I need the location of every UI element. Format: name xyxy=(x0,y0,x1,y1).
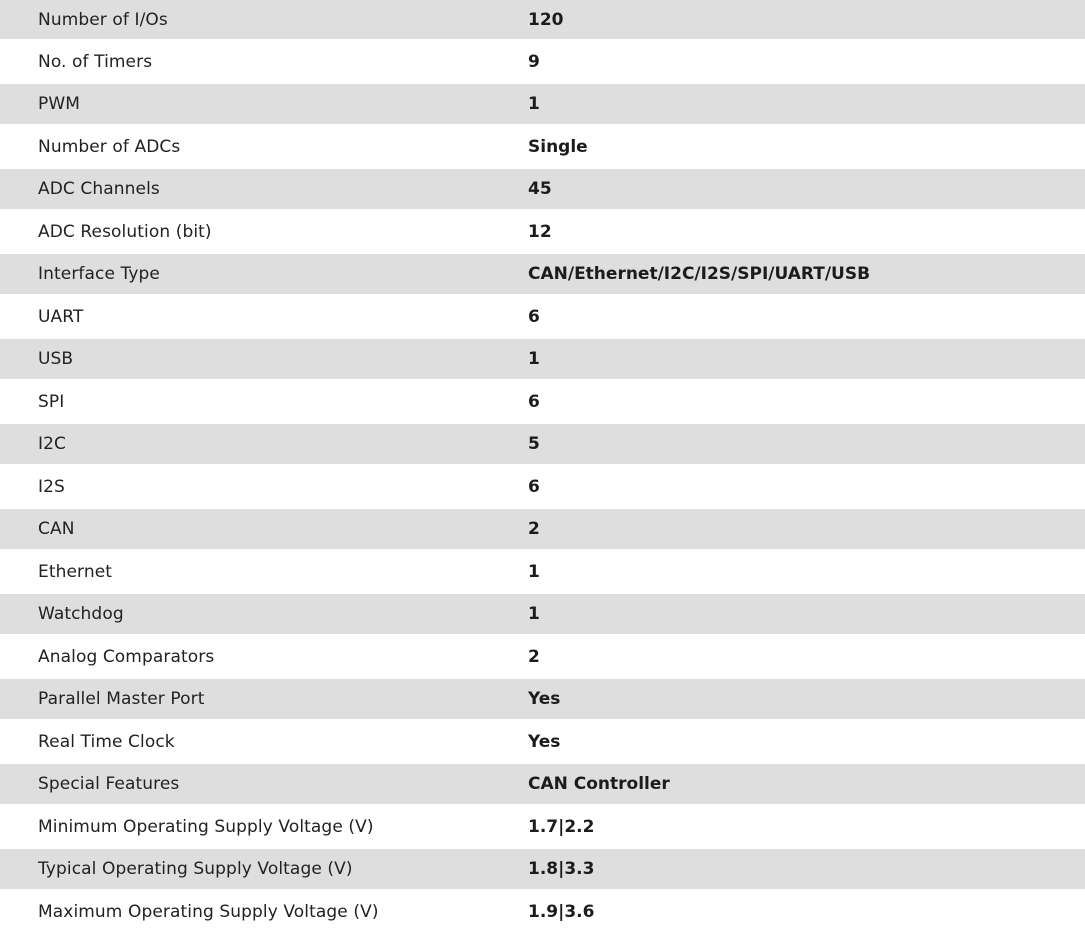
table-row xyxy=(0,169,1085,209)
spec-label: Number of ADCs xyxy=(38,136,181,157)
table-row xyxy=(0,594,1085,634)
table-row xyxy=(0,339,1085,379)
table-row xyxy=(0,509,1085,549)
table-row xyxy=(0,0,1085,39)
spec-label: ADC Channels xyxy=(38,179,160,199)
spec-value: 1.7|2.2 xyxy=(528,816,595,837)
table-row xyxy=(0,549,1085,594)
spec-value: Yes xyxy=(528,731,561,752)
spec-value: 6 xyxy=(528,476,540,497)
spec-value: 6 xyxy=(528,306,540,327)
spec-label: SPI xyxy=(38,391,65,412)
spec-label: I2C xyxy=(38,434,66,454)
spec-value: 6 xyxy=(528,391,540,412)
spec-value: 2 xyxy=(528,519,540,539)
spec-label: No. of Timers xyxy=(38,51,153,72)
table-row xyxy=(0,379,1085,424)
spec-label: CAN xyxy=(38,519,75,539)
spec-label: Typical Operating Supply Voltage (V) xyxy=(38,859,353,879)
spec-value: 5 xyxy=(528,434,540,454)
spec-value: 9 xyxy=(528,51,540,72)
spec-label: ADC Resolution (bit) xyxy=(38,221,212,242)
table-row xyxy=(0,424,1085,464)
spec-value: 1.9|3.6 xyxy=(528,901,595,922)
table-row xyxy=(0,209,1085,254)
table-row xyxy=(0,254,1085,294)
table-row xyxy=(0,39,1085,84)
spec-value: 1.8|3.3 xyxy=(528,859,595,879)
spec-label: USB xyxy=(38,349,74,369)
spec-label: UART xyxy=(38,306,84,327)
table-row xyxy=(0,464,1085,509)
table-row xyxy=(0,679,1085,719)
spec-label: Maximum Operating Supply Voltage (V) xyxy=(38,901,379,922)
spec-value: 1 xyxy=(528,94,540,114)
spec-value: 1 xyxy=(528,604,540,624)
spec-value: 45 xyxy=(528,179,552,199)
spec-label: Ethernet xyxy=(38,561,113,582)
spec-label: Interface Type xyxy=(38,264,160,284)
spec-value: CAN/Ethernet/I2C/I2S/SPI/UART/USB xyxy=(528,264,871,284)
spec-label: Special Features xyxy=(38,774,180,794)
table-row xyxy=(0,849,1085,889)
spec-value: 2 xyxy=(528,646,540,667)
table-row xyxy=(0,764,1085,804)
spec-label: I2S xyxy=(38,476,65,497)
spec-value: 1 xyxy=(528,561,540,582)
spec-label: PWM xyxy=(38,94,81,114)
spec-label: Analog Comparators xyxy=(38,646,215,667)
spec-label: Parallel Master Port xyxy=(38,689,205,709)
spec-label: Minimum Operating Supply Voltage (V) xyxy=(38,816,374,837)
spec-value: 1 xyxy=(528,349,540,369)
spec-value: CAN Controller xyxy=(528,774,670,794)
table-row xyxy=(0,84,1085,124)
spec-label: Real Time Clock xyxy=(38,731,175,752)
table-row xyxy=(0,634,1085,679)
table-row xyxy=(0,889,1085,934)
spec-value: Single xyxy=(528,136,588,157)
spec-value: Yes xyxy=(528,689,561,709)
spec-label: Watchdog xyxy=(38,604,124,624)
spec-label: Number of I/Os xyxy=(38,9,168,30)
table-row xyxy=(0,294,1085,339)
table-row xyxy=(0,719,1085,764)
table-row xyxy=(0,804,1085,849)
spec-value: 120 xyxy=(528,9,564,30)
spec-value: 12 xyxy=(528,221,552,242)
table-row xyxy=(0,124,1085,169)
